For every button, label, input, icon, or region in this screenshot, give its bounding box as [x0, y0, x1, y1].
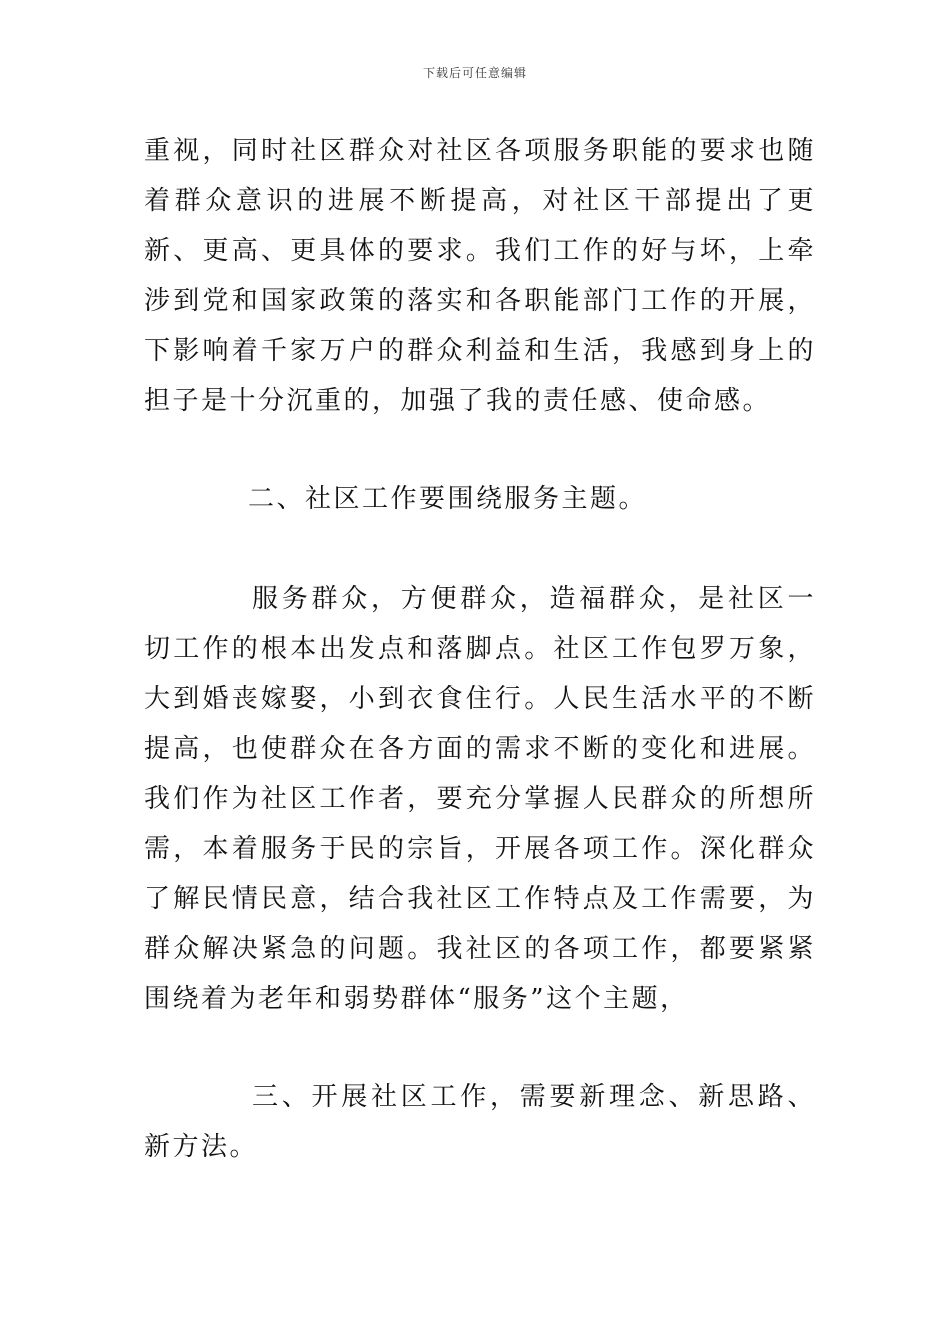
section-heading: 二、社区工作要围绕服务主题。	[248, 484, 648, 514]
page-header-note: 下载后可任意编辑	[422, 66, 527, 80]
body-paragraph: 重视，同时社区群众对社区各项服务职能的要求也随着群众意识的进展不断提高，对社区干部提出了更新、更高、更具体的要求。我们工作的好与坏，上牵涉到党和国家政策的落实和各职能部门工作的开展，下影响着千家万户的群众利益和生活，我感到身上的担子是十分沉重的，加强了我的责任感、使命感。	[144, 136, 816, 416]
section-heading: 三、开展社区工作，需要新理念、新思路、新方法。	[144, 1082, 816, 1162]
body-paragraph: 服务群众，方便群众，造福群众，是社区一切工作的根本出发点和落脚点。社区工作包罗万象，大到婚丧嫁娶，小到衣食住行。人民生活水平的不断提高，也使群众在各方面的需求不断的变化和进展。我们作为社区工作者，要充分掌握人民群众的所想所需，本着服务于民的宗旨，开展各项工作。深化群众了解民情民意，结合我社区工作特点及工作需要，为群众解决紧急的问题。我社区的各项工作，都要紧紧围绕着为老年和弱势群体“服务”这个主题，	[144, 584, 816, 1014]
